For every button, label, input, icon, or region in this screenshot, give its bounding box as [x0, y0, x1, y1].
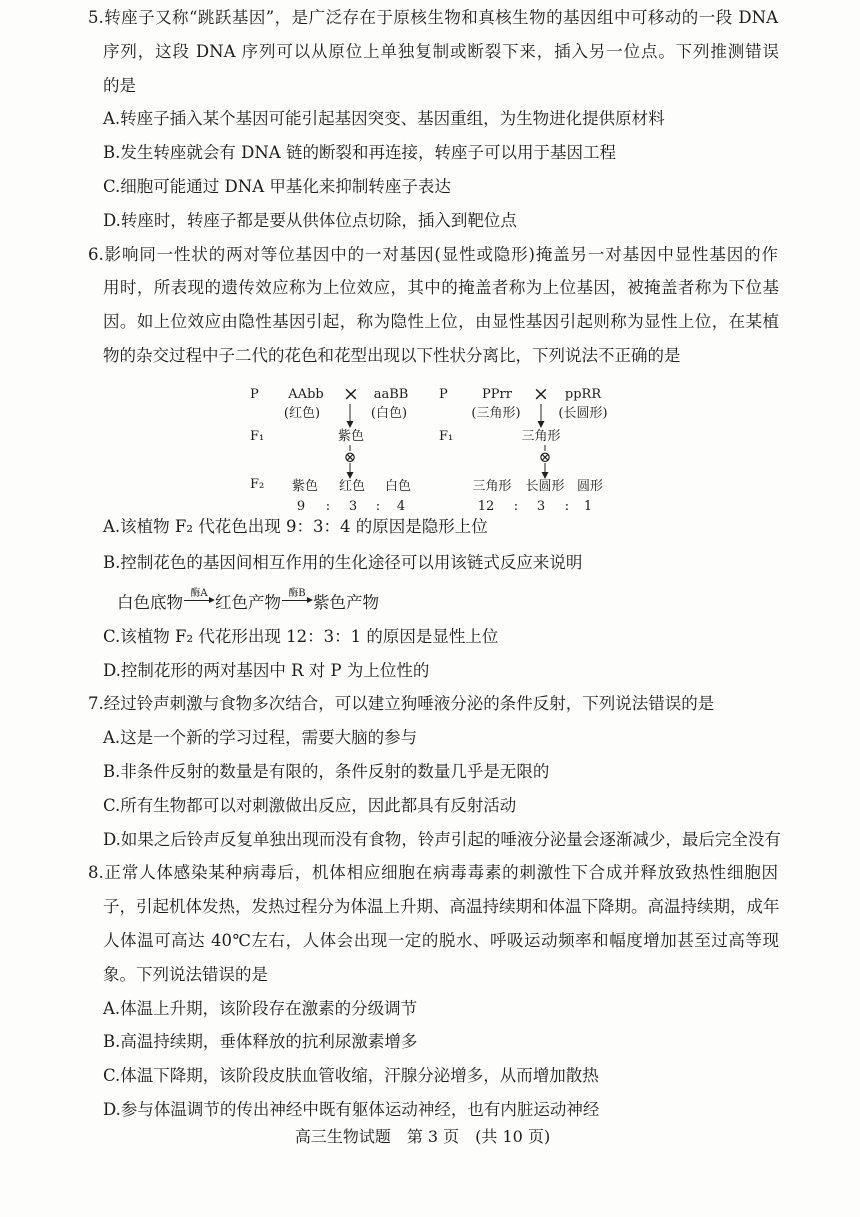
color-selfing-symbol: ⊗	[343, 447, 357, 466]
question-6-option-c: C.该植物 F₂ 代花形出现 12：3：1 的原因是显性上位	[103, 626, 499, 646]
shape-parent-1-phenotype: (三角形)	[471, 405, 521, 421]
shape-f1-label: F₁	[439, 428, 454, 444]
enzyme-b-arrow	[281, 586, 313, 620]
shape-parent-2-genotype: ppRR	[564, 386, 602, 402]
question-7-option-b: B.非条件反射的数量是有限的，条件反射的数量几乎是无限的	[103, 761, 550, 781]
cross-arrowhead-shape	[538, 421, 545, 428]
color-parent-1-phenotype: (红色)	[283, 405, 321, 421]
color-f1-label: F₁	[250, 428, 265, 444]
color-f2-phenotype: 白色	[384, 478, 412, 494]
question-5-stem-line-1: 5.转座子又称“跳跃基因”，是广泛存在于原核生物和真核生物的基因组中可移动的一段 DNA	[88, 8, 778, 27]
color-parent-1-genotype: AAbb	[288, 386, 324, 402]
question-5-stem-line-3: 的是	[103, 75, 136, 95]
shape-parent-1-genotype: PPrr	[482, 386, 512, 402]
color-ratio-separator: :	[375, 498, 381, 514]
question-7-option-d: D.如果之后铃声反复单独出现而没有食物，铃声引起的唾液分泌量会逐渐减少，最后完全没有	[103, 829, 781, 849]
shape-cross-symbol: ×	[533, 382, 549, 405]
question-8-stem-line-4: 象。下列说法错误的是	[103, 964, 268, 984]
color-ratio-value: 4	[396, 498, 406, 514]
enzyme-b-label: 酶B	[288, 587, 306, 599]
color-f2-label: F₂	[250, 476, 265, 492]
enzyme-a-arrow	[183, 586, 215, 620]
arrow-right-icon	[282, 600, 307, 601]
genetic-cross-diagram	[0, 373, 860, 514]
shape-ratio-separator: :	[513, 498, 519, 514]
color-ratio-separator: :	[325, 498, 331, 514]
shape-ratio-separator: :	[564, 498, 570, 514]
reaction-chain	[117, 580, 860, 620]
color-f2-phenotype: 红色	[338, 478, 366, 494]
question-5-option-c: C.细胞可能通过 DNA 甲基化来抑制转座子表达	[103, 176, 451, 196]
shape-ratio-value: 3	[536, 498, 546, 514]
shape-f1-phenotype: 三角形	[521, 428, 561, 444]
color-parent-2-phenotype: (白色)	[370, 405, 408, 421]
shape-p-label: P	[439, 386, 448, 402]
question-6-stem-line-1: 6.影响同一性状的两对等位基因中的一对基因(显性或隐形)掩盖另一对基因中显性基因的作	[88, 244, 778, 264]
pathway-product-1: 红色产物	[215, 592, 281, 612]
page-content	[0, 1, 860, 1147]
shape-parent-2-phenotype: (长圆形)	[558, 405, 608, 421]
question-7-option-c: C.所有生物都可以对刺激做出反应，因此都具有反射活动	[103, 795, 517, 815]
selfing-arrowhead-shape	[542, 472, 549, 479]
question-6-option-d: D.控制花形的两对基因中 R 对 P 为上位性的	[103, 660, 430, 680]
shape-ratio-value: 12	[477, 498, 495, 514]
color-f2-phenotype: 紫色	[291, 478, 319, 494]
enzyme-a-label: 酶A	[190, 587, 208, 599]
question-8-stem-line-1: 8.正常人体感染某种病毒后，机体相应细胞在病毒毒素的刺激性下合成并释放致热性细胞因	[88, 863, 778, 883]
question-7-option-a: A.这是一个新的学习过程，需要大脑的参与	[103, 728, 418, 748]
shape-f2-phenotype: 三角形	[472, 478, 512, 494]
question-8	[0, 856, 860, 1126]
question-8-option-c: C.体温下降期，该阶段皮肤血管收缩，汗腺分泌增多，从而增加散热	[103, 1066, 599, 1086]
page-footer: 高三生物试题 第 3 页 (共 10 页)	[294, 1126, 551, 1146]
question-5-option-a: A.转座子插入某个基因可能引起基因突变、基因重组，为生物进化提供原材料	[103, 109, 665, 129]
question-8-option-a: A.体温上升期，该阶段存在激素的分级调节	[103, 998, 418, 1018]
selfing-arrowhead-color	[347, 472, 354, 479]
shape-f2-phenotype: 长圆形	[525, 478, 565, 494]
shape-selfing-symbol: ⊗	[538, 447, 552, 466]
question-8-option-b: B.高温持续期，垂体释放的抗利尿激素增多	[103, 1032, 418, 1052]
shape-f2-phenotype: 圆形	[576, 478, 604, 494]
question-5	[0, 1, 860, 238]
question-6-stem-line-2: 用时，所表现的遗传效应称为上位效应，其中的掩盖者称为上位基因，被掩盖者称为下位基	[103, 278, 779, 298]
arrow-right-icon	[184, 600, 209, 601]
color-cross-symbol: ×	[343, 382, 359, 405]
color-f1-phenotype: 紫色	[337, 428, 365, 444]
question-5-option-b: B.发生转座就会有 DNA 链的断裂和再连接，转座子可以用于基因工程	[103, 143, 616, 163]
question-6-stem-line-3: 因。如上位效应由隐性基因引起，称为隐性上位，由显性基因引起则称为显性上位，在某植	[103, 312, 779, 332]
question-7-stem-line-1: 7.经过铃声刺激与食物多次结合，可以建立狗唾液分泌的条件反射，下列说法错误的是	[88, 694, 715, 714]
pathway-substrate: 白色底物	[117, 592, 183, 612]
question-7	[0, 687, 860, 856]
color-ratio-value: 3	[348, 498, 358, 514]
pathway-product-2: 紫色产物	[313, 592, 379, 612]
shape-ratio-value: 1	[583, 498, 593, 514]
cross-arrowhead-color	[347, 421, 354, 428]
question-6-stem-line-4: 物的杂交过程中子二代的花色和花型出现以下性状分离比，下列说法不正确的是	[103, 345, 681, 365]
question-8-stem-line-2: 子，引起机体发热，发热过程分为体温上升期、高温持续期和体温下降期。高温持续期，成年	[103, 897, 780, 917]
question-6-option-a: A.该植物 F₂ 代花色出现 9：3：4 的原因是隐形上位	[103, 517, 488, 537]
color-parent-2-genotype: aaBB	[373, 386, 409, 402]
question-5-option-d: D.转座时，转座子都是要从供体位点切除，插入到靶位点	[103, 210, 517, 230]
color-p-label: P	[250, 386, 259, 402]
question-6-option-b: B.控制花色的基因间相互作用的生化途径可以用该链式反应来说明	[103, 552, 583, 572]
question-8-stem-line-3: 人体温可高达 40℃左右，人体会出现一定的脱水、呼吸运动频率和幅度增加甚至过高等现	[103, 930, 779, 950]
question-5-stem-line-2: 序列，这段 DNA 序列可以从原位上单独复制或断裂下来，插入另一位点。下列推测错误	[103, 41, 779, 61]
cross-diagram-arrows	[0, 373, 860, 511]
question-6	[0, 238, 860, 688]
question-8-option-d: D.参与体温调节的传出神经中既有躯体运动神经，也有内脏运动神经	[103, 1099, 600, 1119]
color-ratio-value: 9	[296, 498, 306, 514]
